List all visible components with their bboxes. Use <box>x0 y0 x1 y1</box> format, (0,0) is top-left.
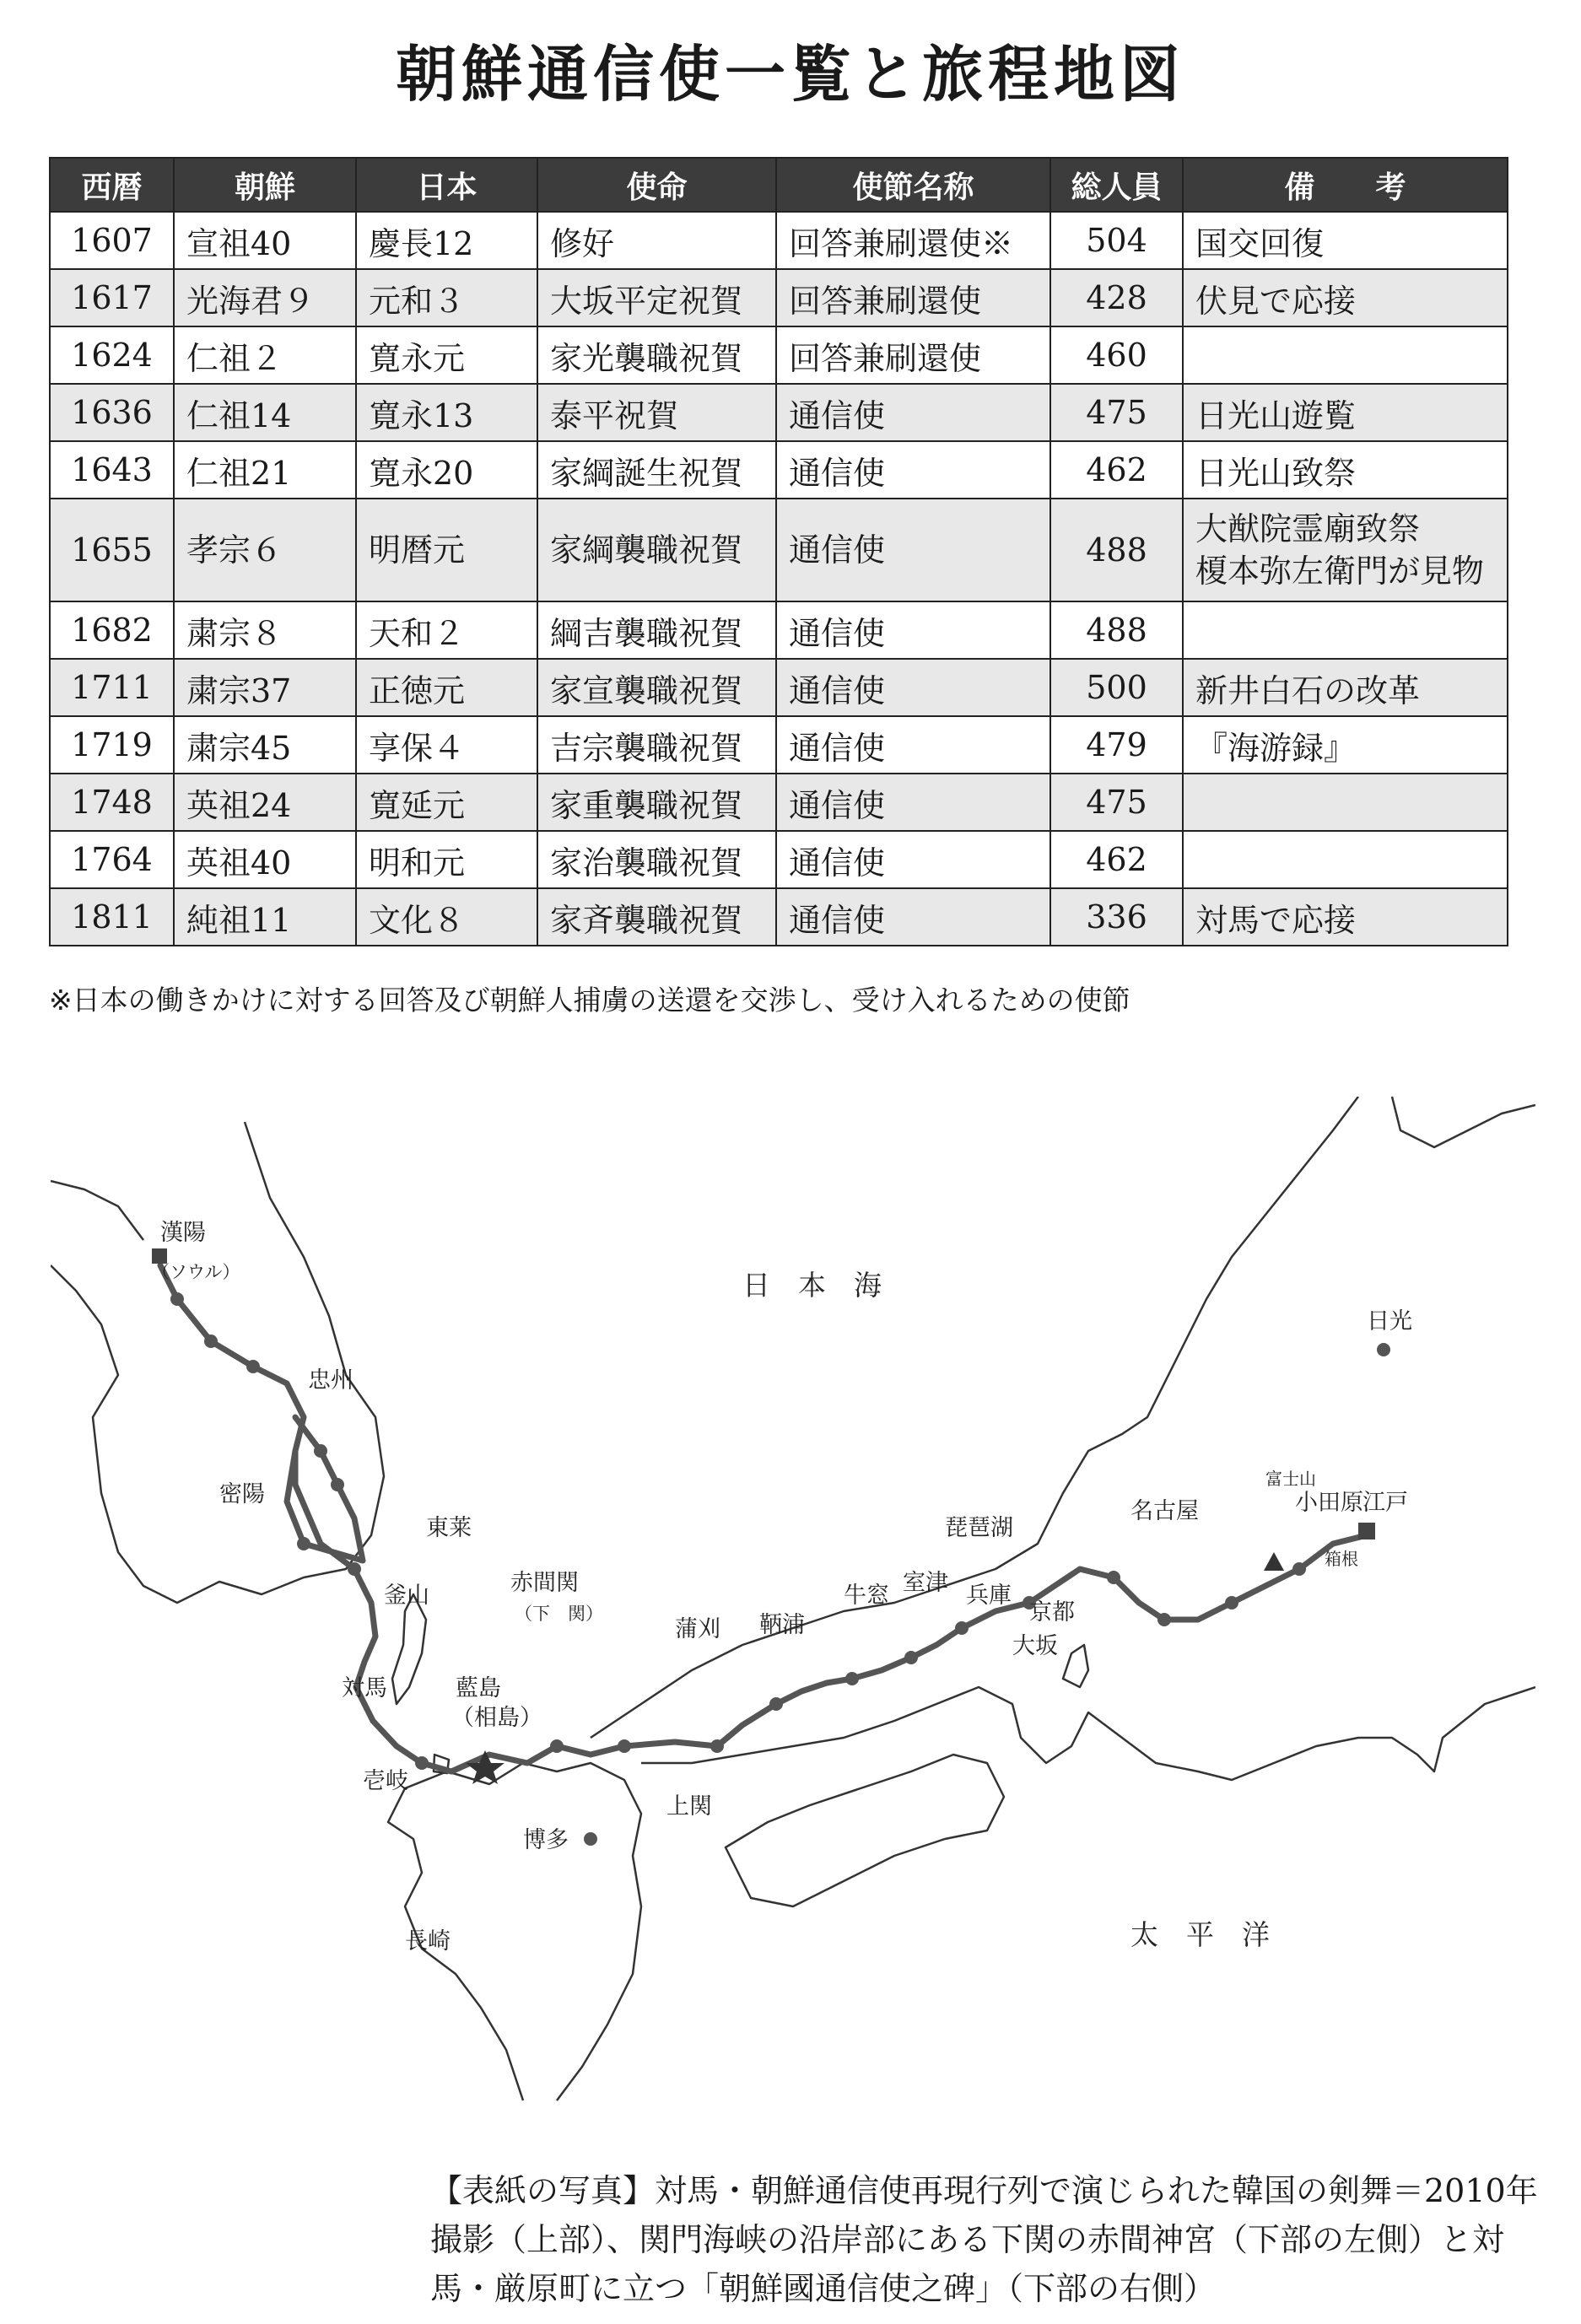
cell-note: 対馬で応接 <box>1183 888 1508 946</box>
label-seoul-reading: （ソウル） <box>152 1262 240 1282</box>
stop-dot <box>1292 1562 1306 1576</box>
cell-note <box>1183 499 1508 601</box>
table-row <box>50 269 1508 326</box>
stop-dot <box>618 1739 631 1753</box>
stop-dot <box>246 1360 260 1373</box>
label-tsushima: 対馬 <box>342 1675 387 1701</box>
stop-dot <box>348 1562 361 1576</box>
cell-envoy: 通信使 <box>776 888 1050 946</box>
cell-korea: 仁祖14 <box>174 384 356 441</box>
cell-mission: 家斉襲職祝賀 <box>537 888 776 946</box>
cell-korea: 孝宗６ <box>174 499 356 601</box>
cell-envoy: 通信使 <box>776 831 1050 888</box>
cell-total: 475 <box>1050 774 1183 831</box>
table-row <box>50 212 1508 269</box>
cell-mission: 吉宗襲職祝賀 <box>537 716 776 774</box>
label-miryang: 密陽 <box>219 1481 265 1507</box>
cell-total: 462 <box>1050 441 1183 499</box>
label-nagoya: 名古屋 <box>1130 1498 1199 1524</box>
cell-note <box>1183 601 1508 659</box>
hakata-dot <box>584 1832 597 1846</box>
label-kaminoseki: 上関 <box>666 1793 712 1820</box>
label-odawara: 小田原 <box>1295 1490 1363 1516</box>
table-row <box>50 774 1508 831</box>
cell-korea: 仁祖２ <box>174 326 356 384</box>
cell-japan: 寛永20 <box>356 441 537 499</box>
label-akamagaseki: 赤間関 <box>510 1570 579 1596</box>
shikoku-coastline <box>726 1755 1004 1906</box>
cell-total: 488 <box>1050 601 1183 659</box>
cell-note: 日光山致祭 <box>1183 441 1508 499</box>
cell-japan: 元和３ <box>356 269 537 326</box>
cell-note: 新井白石の改革 <box>1183 659 1508 716</box>
cell-note <box>1183 831 1508 888</box>
cell-japan: 天和２ <box>356 601 537 659</box>
stop-dot <box>331 1478 344 1491</box>
hokkaido-coastline <box>1392 1097 1535 1147</box>
stop-dot <box>415 1756 429 1770</box>
label-chungju: 忠州 <box>308 1367 353 1394</box>
cell-japan: 慶長12 <box>356 212 537 269</box>
stop-dot <box>1157 1613 1171 1626</box>
cell-year: 1655 <box>50 499 174 601</box>
cell-korea: 純祖11 <box>174 888 356 946</box>
cell-japan: 寛延元 <box>356 774 537 831</box>
label-biwako: 琵琶湖 <box>945 1515 1013 1541</box>
cell-year: 1643 <box>50 441 174 499</box>
label-iki: 壱岐 <box>363 1768 408 1794</box>
cell-total: 475 <box>1050 384 1183 441</box>
label-kamagari: 蒲刈 <box>675 1616 720 1642</box>
stop-dot <box>204 1335 218 1348</box>
label-sea-of-japan: 日 本 海 <box>742 1269 882 1302</box>
label-osaka: 大坂 <box>1012 1633 1058 1659</box>
cell-envoy: 通信使 <box>776 774 1050 831</box>
label-hyogo: 兵庫 <box>966 1583 1012 1609</box>
cell-japan: 文化８ <box>356 888 537 946</box>
label-tomo: 鞆浦 <box>759 1612 805 1638</box>
cell-year: 1811 <box>50 888 174 946</box>
table-row <box>50 384 1508 441</box>
cell-note: 『海游録』 <box>1183 716 1508 774</box>
cell-envoy: 通信使 <box>776 499 1050 601</box>
cell-note: 日光山遊覧 <box>1183 384 1508 441</box>
header-korea: 朝鮮 <box>174 158 356 212</box>
cell-japan: 明暦元 <box>356 499 537 601</box>
lake-biwa <box>1063 1645 1088 1687</box>
cell-envoy: 通信使 <box>776 659 1050 716</box>
cell-mission: 綱吉襲職祝賀 <box>537 601 776 659</box>
cell-total: 462 <box>1050 831 1183 888</box>
cell-korea: 英祖24 <box>174 774 356 831</box>
note-line-2: 榎本弥左衛門が見物 <box>1195 553 1485 590</box>
stop-dot <box>1225 1596 1238 1610</box>
cell-envoy: 通信使 <box>776 384 1050 441</box>
table-row <box>50 888 1508 946</box>
header-note: 備 考 <box>1183 158 1508 212</box>
table-row <box>50 441 1508 499</box>
cell-total: 500 <box>1050 659 1183 716</box>
cell-mission: 家光襲職祝賀 <box>537 326 776 384</box>
table-header-row <box>50 158 1508 212</box>
label-dongnae: 東莱 <box>426 1515 472 1541</box>
stop-dot <box>955 1621 969 1635</box>
table-row <box>50 326 1508 384</box>
table-row <box>50 716 1508 774</box>
korea-north-coast <box>51 1181 143 1240</box>
header-envoy: 使節名称 <box>776 158 1050 212</box>
cell-total: 504 <box>1050 212 1183 269</box>
table-row <box>50 499 1508 601</box>
cell-envoy: 回答兼刷還使 <box>776 269 1050 326</box>
cell-year: 1617 <box>50 269 174 326</box>
cell-envoy: 回答兼刷還使※ <box>776 212 1050 269</box>
cell-year: 1719 <box>50 716 174 774</box>
label-shimonoseki: （下 関） <box>515 1604 603 1624</box>
cell-year: 1682 <box>50 601 174 659</box>
nikko-dot <box>1377 1343 1390 1356</box>
edo-marker <box>1358 1523 1375 1539</box>
cell-note <box>1183 774 1508 831</box>
stop-dot <box>170 1292 184 1306</box>
header-total: 総人員 <box>1050 158 1183 212</box>
label-murotsu: 室津 <box>903 1570 948 1596</box>
label-edo: 江戸 <box>1362 1490 1408 1516</box>
stop-dot <box>297 1537 310 1550</box>
label-aijima-alt: （相島） <box>451 1705 542 1731</box>
label-nikko: 日光 <box>1367 1308 1412 1335</box>
cell-total: 479 <box>1050 716 1183 774</box>
cell-korea: 宣祖40 <box>174 212 356 269</box>
label-seoul: 漢陽 <box>160 1220 206 1246</box>
stop-dot <box>904 1651 918 1664</box>
label-hakone: 箱根 <box>1325 1549 1358 1569</box>
cell-korea: 仁祖21 <box>174 441 356 499</box>
route-map <box>51 1097 1535 2109</box>
cell-japan: 寛永13 <box>356 384 537 441</box>
envoy-table <box>49 157 1508 946</box>
cell-mission: 家宣襲職祝賀 <box>537 659 776 716</box>
cell-korea: 英祖40 <box>174 831 356 888</box>
cell-mission: 家治襲職祝賀 <box>537 831 776 888</box>
cell-japan: 寛永元 <box>356 326 537 384</box>
table-row <box>50 831 1508 888</box>
cover-photo-caption: 【表紙の写真】対馬・朝鮮通信使再現行列で演じられた韓国の剣舞＝2010年撮影（上部）、関門海峡の沿岸部にある下関の赤間神宮（下部の左側）と対馬・厳原町に立つ「朝鮮國通信使之碑」（下部の右側） <box>430 2172 1538 2307</box>
stop-dot <box>769 1697 783 1711</box>
label-nagasaki: 長崎 <box>405 1928 451 1955</box>
cell-total: 336 <box>1050 888 1183 946</box>
label-kyoto: 京都 <box>1029 1599 1075 1626</box>
note-line-1: 大猷院霊廟致祭 <box>1195 510 1421 547</box>
label-hakata: 博多 <box>523 1827 569 1853</box>
cell-total: 488 <box>1050 499 1183 601</box>
stop-dot <box>1107 1571 1120 1584</box>
cell-japan: 正徳元 <box>356 659 537 716</box>
cell-japan: 享保４ <box>356 716 537 774</box>
cell-mission: 修好 <box>537 212 776 269</box>
cell-note: 国交回復 <box>1183 212 1508 269</box>
table-row <box>50 659 1508 716</box>
cell-note: 伏見で応接 <box>1183 269 1508 326</box>
cell-envoy: 通信使 <box>776 716 1050 774</box>
fuji-triangle <box>1264 1552 1284 1571</box>
stop-dot <box>845 1672 859 1685</box>
cell-year: 1748 <box>50 774 174 831</box>
stop-dot <box>314 1444 327 1458</box>
stop-dot <box>710 1739 724 1753</box>
cell-envoy: 通信使 <box>776 441 1050 499</box>
cell-note <box>1183 326 1508 384</box>
label-busan: 釜山 <box>384 1583 429 1609</box>
cell-japan: 明和元 <box>356 831 537 888</box>
cell-mission: 家重襲職祝賀 <box>537 774 776 831</box>
cell-mission: 家綱誕生祝賀 <box>537 441 776 499</box>
cell-year: 1764 <box>50 831 174 888</box>
cell-year: 1607 <box>50 212 174 269</box>
header-mission: 使命 <box>537 158 776 212</box>
label-fuji: 富士山 <box>1265 1469 1316 1489</box>
cell-year: 1636 <box>50 384 174 441</box>
cell-total: 460 <box>1050 326 1183 384</box>
header-year: 西暦 <box>50 158 174 212</box>
cell-envoy: 通信使 <box>776 601 1050 659</box>
cell-korea: 光海君９ <box>174 269 356 326</box>
label-ushimado: 牛窓 <box>844 1583 889 1609</box>
header-japan: 日本 <box>356 158 537 212</box>
cell-korea: 粛宗37 <box>174 659 356 716</box>
cell-korea: 粛宗45 <box>174 716 356 774</box>
cell-mission: 泰平祝賀 <box>537 384 776 441</box>
label-pacific: 太 平 洋 <box>1130 1918 1270 1951</box>
cell-year: 1711 <box>50 659 174 716</box>
tsushima-island <box>392 1594 426 1704</box>
page-title: 朝鮮通信使一覧と旅程地図 <box>395 39 1185 110</box>
cell-korea: 粛宗８ <box>174 601 356 659</box>
cell-mission: 家綱襲職祝賀 <box>537 499 776 601</box>
cell-envoy: 回答兼刷還使 <box>776 326 1050 384</box>
korea-coastline <box>51 1122 384 1603</box>
cell-mission: 大坂平定祝賀 <box>537 269 776 326</box>
cell-year: 1624 <box>50 326 174 384</box>
stop-dot <box>550 1739 564 1753</box>
cell-total: 428 <box>1050 269 1183 326</box>
table-footnote: ※日本の働きかけに対する回答及び朝鮮人捕虜の送還を交渉し、受け入れるための使節 <box>49 984 1130 1016</box>
label-aijima: 藍島 <box>456 1675 501 1701</box>
table-row <box>50 601 1508 659</box>
route-korea <box>160 1265 451 1771</box>
